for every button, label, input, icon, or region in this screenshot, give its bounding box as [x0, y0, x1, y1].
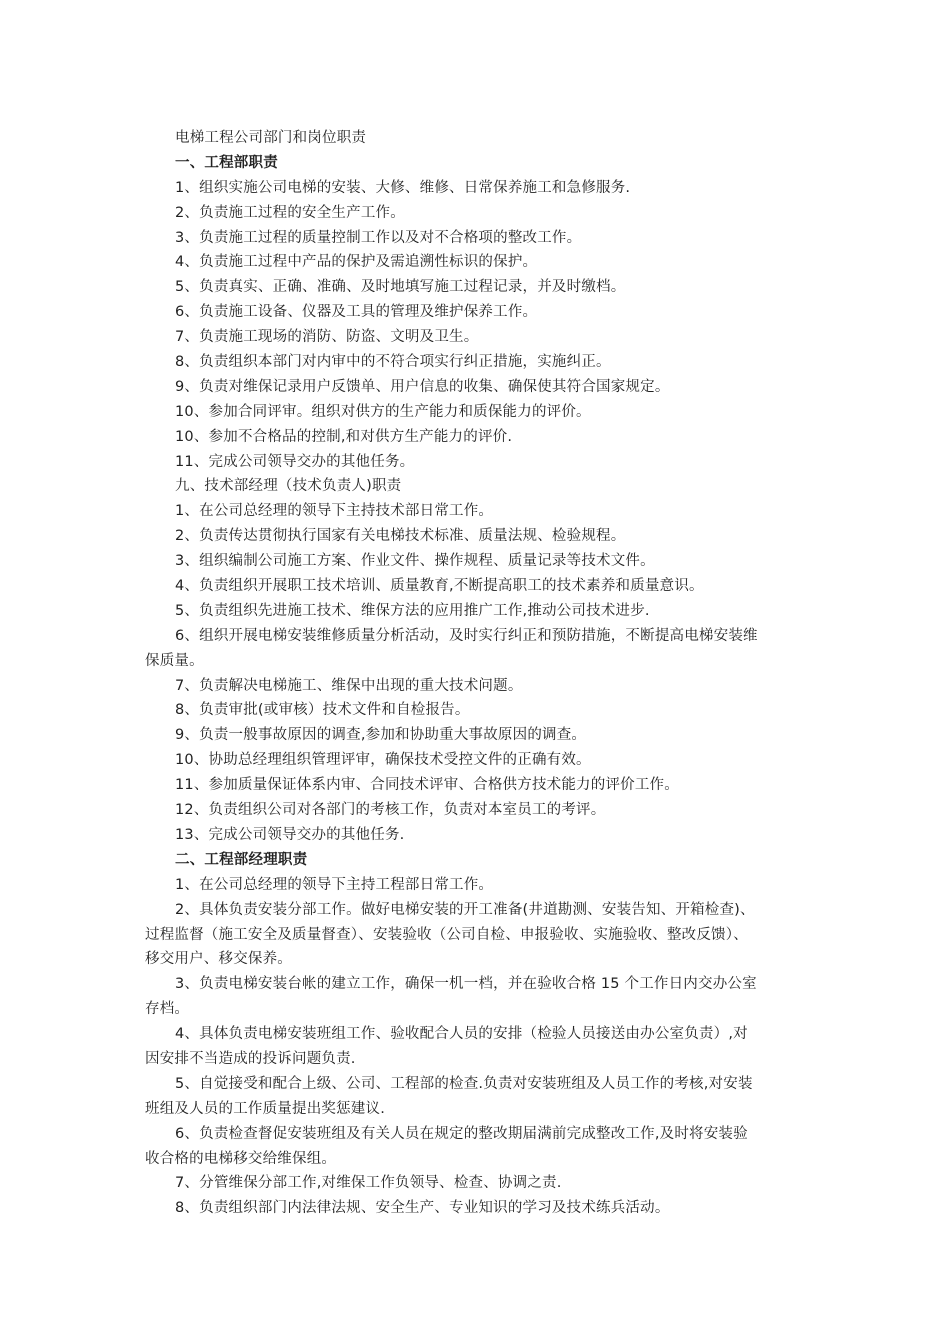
text-line: 10、参加合同评审。组织对供方的生产能力和质保能力的评价。	[175, 403, 591, 420]
text-line: 3、负责施工过程的质量控制工作以及对不合格项的整改工作。	[175, 229, 582, 246]
text-line: 11、参加质量保证体系内审、合同技术评审、合格供方技术能力的评价工作。	[175, 777, 679, 794]
text-line: 5、自觉接受和配合上级、公司、工程部的检查.负责对安装班组及人员工作的考核,对安装	[175, 1075, 753, 1092]
text-line: 8、负责组织部门内法律法规、安全生产、专业知识的学习及技术练兵活动。	[175, 1200, 670, 1217]
text-line: 11、完成公司领导交办的其他任务。	[175, 453, 415, 470]
text-line: 10、参加不合格品的控制,和对供方生产能力的评价.	[175, 428, 513, 445]
text-line: 3、组织编制公司施工方案、作业文件、操作规程、质量记录等技术文件。	[175, 553, 655, 570]
document-body	[145, 126, 810, 1221]
text-line: 9、负责一般事故原因的调查,参加和协助重大事故原因的调查。	[175, 727, 587, 744]
text-line-continuation: 因安排不当造成的投诉问题负责.	[145, 1050, 356, 1067]
text-line: 九、技术部经理（技术负责人)职责	[175, 478, 402, 495]
text-line: 6、组织开展电梯安装维修质量分析活动，及时实行纠正和预防措施，不断提高电梯安装维	[175, 627, 758, 644]
section-heading: 二、工程部经理职责	[175, 851, 308, 868]
text-line: 8、负责组织本部门对内审中的不符合项实行纠正措施，实施纠正。	[175, 354, 611, 371]
text-line: 7、分管维保分部工作,对维保工作负领导、检查、协调之责.	[175, 1175, 562, 1192]
text-line: 8、负责审批(或审核）技术文件和自检报告。	[175, 702, 470, 719]
text-line: 2、负责施工过程的安全生产工作。	[175, 204, 405, 221]
text-line: 6、负责施工设备、仪器及工具的管理及维护保养工作。	[175, 304, 538, 321]
text-line: 2、具体负责安装分部工作。做好电梯安装的开工准备(井道勘测、安装告知、开箱检查)、	[175, 901, 755, 918]
text-line: 13、完成公司领导交办的其他任务.	[175, 826, 405, 843]
text-line: 7、负责施工现场的消防、防盗、文明及卫生。	[175, 329, 479, 346]
text-line: 10、协助总经理组织管理评审，确保技术受控文件的正确有效。	[175, 752, 591, 769]
text-line-continuation: 保质量。	[145, 652, 204, 669]
text-line: 5、负责真实、正确、准确、及时地填写施工过程记录，并及时缴档。	[175, 279, 626, 296]
text-line-continuation: 班组及人员的工作质量提出奖惩建议.	[145, 1100, 386, 1117]
text-line: 4、具体负责电梯安装班组工作、验收配合人员的安排（检验人员接送由办公室负责）,对	[175, 1026, 748, 1043]
text-line: 7、负责解决电梯施工、维保中出现的重大技术问题。	[175, 677, 523, 694]
text-line: 6、负责检查督促安装班组及有关人员在规定的整改期届满前完成整改工作,及时将安装验	[175, 1125, 748, 1142]
text-line: 4、负责施工过程中产品的保护及需追溯性标识的保护。	[175, 254, 538, 271]
text-line: 1、在公司总经理的领导下主持技术部日常工作。	[175, 503, 494, 520]
text-line: 2、负责传达贯彻执行国家有关电梯技术标准、质量法规、检验规程。	[175, 528, 626, 545]
text-line: 1、在公司总经理的领导下主持工程部日常工作。	[175, 876, 494, 893]
text-line: 3、负责电梯安装台帐的建立工作，确保一机一档，并在验收合格 15 个工作日内交办公室	[175, 976, 757, 993]
text-line: 9、负责对维保记录用户反馈单、用户信息的收集、确保使其符合国家规定。	[175, 378, 670, 395]
text-line: 1、组织实施公司电梯的安装、大修、维修、日常保养施工和急修服务.	[175, 179, 631, 196]
text-line: 12、负责组织公司对各部门的考核工作，负责对本室员工的考评。	[175, 802, 606, 819]
text-line: 4、负责组织开展职工技术培训、质量教育,不断提高职工的技术素养和质量意识。	[175, 578, 704, 595]
text-line-continuation: 移交用户、移交保养。	[145, 951, 292, 968]
text-line: 5、负责组织先进施工技术、维保方法的应用推广工作,推动公司技术进步.	[175, 602, 650, 619]
section-heading: 一、工程部职责	[175, 154, 278, 171]
document-title: 电梯工程公司部门和岗位职责	[175, 130, 367, 146]
text-line-continuation: 存档。	[145, 1001, 190, 1018]
text-line-continuation: 收合格的电梯移交给维保组。	[145, 1150, 337, 1167]
text-line-continuation: 过程监督（施工安全及质量督查）、安装验收（公司自检、申报验收、实施验收、整改反馈）、	[145, 926, 748, 943]
